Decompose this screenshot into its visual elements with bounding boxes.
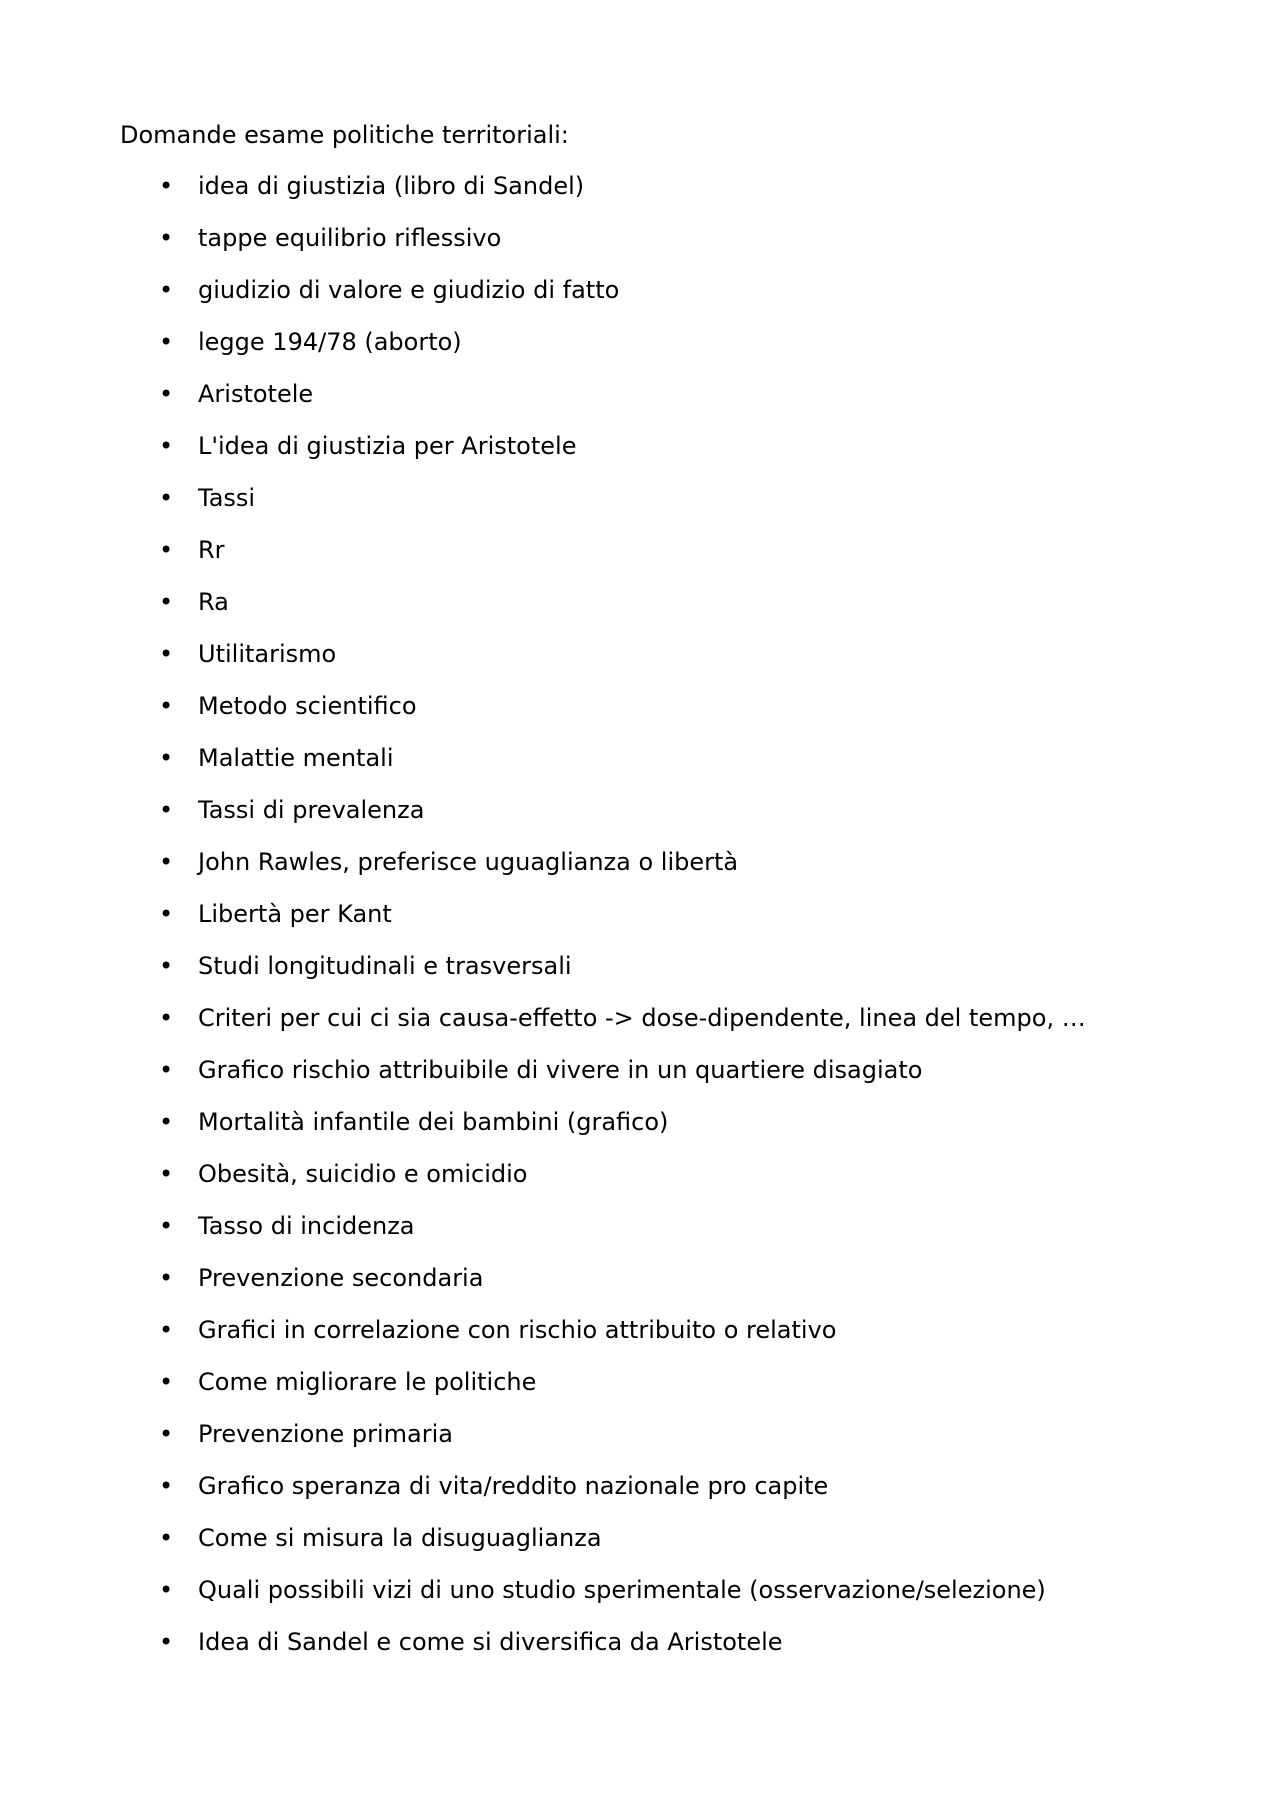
list-item-text: Tassi di prevalenza <box>198 796 425 824</box>
list-item-text: Ra <box>198 588 229 616</box>
list-item-text: Metodo scientifico <box>198 692 417 720</box>
list-item-text: Obesità, suicidio e omicidio <box>198 1160 528 1188</box>
bullet-icon: • <box>159 1316 174 1344</box>
bullet-icon: • <box>159 1160 174 1188</box>
list-item-text: Utilitarismo <box>198 640 337 668</box>
list-item-text: Tasso di incidenza <box>198 1212 415 1240</box>
bullet-icon: • <box>159 1472 174 1500</box>
list-item-text: L'idea di giustizia per Aristotele <box>198 432 577 460</box>
bullet-icon: • <box>159 588 174 616</box>
list-item-text: Libertà per Kant <box>198 900 392 928</box>
bullet-icon: • <box>159 692 174 720</box>
bullet-icon: • <box>159 1576 174 1604</box>
list-item-text: Prevenzione primaria <box>198 1420 453 1448</box>
bullet-icon: • <box>159 484 174 512</box>
list-item-text: Grafico rischio attribuibile di vivere in un quartiere disagiato <box>198 1056 923 1084</box>
list-item-text: Malattie mentali <box>198 744 394 772</box>
list-item-text: Come si misura la disuguaglianza <box>198 1524 602 1552</box>
bullet-icon: • <box>159 1368 174 1396</box>
list-item-text: John Rawles, preferisce uguaglianza o libertà <box>198 848 739 876</box>
bullet-icon: • <box>159 276 174 304</box>
document-title: Domande esame politiche territoriali: <box>120 121 569 149</box>
list-item-text: idea di giustizia (libro di Sandel) <box>198 172 585 200</box>
list-item-text: Prevenzione secondaria <box>198 1264 484 1292</box>
bullet-icon: • <box>159 1108 174 1136</box>
bullet-icon: • <box>159 1420 174 1448</box>
list-item-text: Aristotele <box>198 380 314 408</box>
bullet-icon: • <box>159 1212 174 1240</box>
list-item-text: Grafici in correlazione con rischio attribuito o relativo <box>198 1316 837 1344</box>
bullet-icon: • <box>159 900 174 928</box>
bullet-icon: • <box>159 328 174 356</box>
bullet-icon: • <box>159 1056 174 1084</box>
bullet-icon: • <box>159 744 174 772</box>
bullet-icon: • <box>159 796 174 824</box>
list-item-text: giudizio di valore e giudizio di fatto <box>198 276 620 304</box>
list-item-text: Grafico speranza di vita/reddito nazionale pro capite <box>198 1472 829 1500</box>
list-item-text: Idea di Sandel e come si diversifica da Aristotele <box>198 1628 783 1656</box>
bullet-icon: • <box>159 1524 174 1552</box>
bullet-icon: • <box>159 172 174 200</box>
list-item-text: Criteri per cui ci sia causa-effetto -> dose-dipendente, linea del tempo, … <box>198 1004 1086 1032</box>
list-item-text: Come migliorare le politiche <box>198 1368 537 1396</box>
list-item-text: legge 194/78 (aborto) <box>198 328 462 356</box>
bullet-icon: • <box>159 224 174 252</box>
bullet-icon: • <box>159 640 174 668</box>
list-item-text: Tassi <box>198 484 256 512</box>
list-item-text: tappe equilibrio riflessivo <box>198 224 502 252</box>
bullet-icon: • <box>159 1628 174 1656</box>
bullet-icon: • <box>159 1004 174 1032</box>
bullet-icon: • <box>159 1264 174 1292</box>
bullet-icon: • <box>159 536 174 564</box>
bullet-icon: • <box>159 380 174 408</box>
list-item-text: Quali possibili vizi di uno studio sperimentale (osservazione/selezione) <box>198 1576 1046 1604</box>
list-item-text: Mortalità infantile dei bambini (grafico) <box>198 1108 669 1136</box>
list-item-text: Rr <box>198 536 225 564</box>
bullet-icon: • <box>159 848 174 876</box>
bullet-icon: • <box>159 432 174 460</box>
bullet-icon: • <box>159 952 174 980</box>
list-item-text: Studi longitudinali e trasversali <box>198 952 572 980</box>
